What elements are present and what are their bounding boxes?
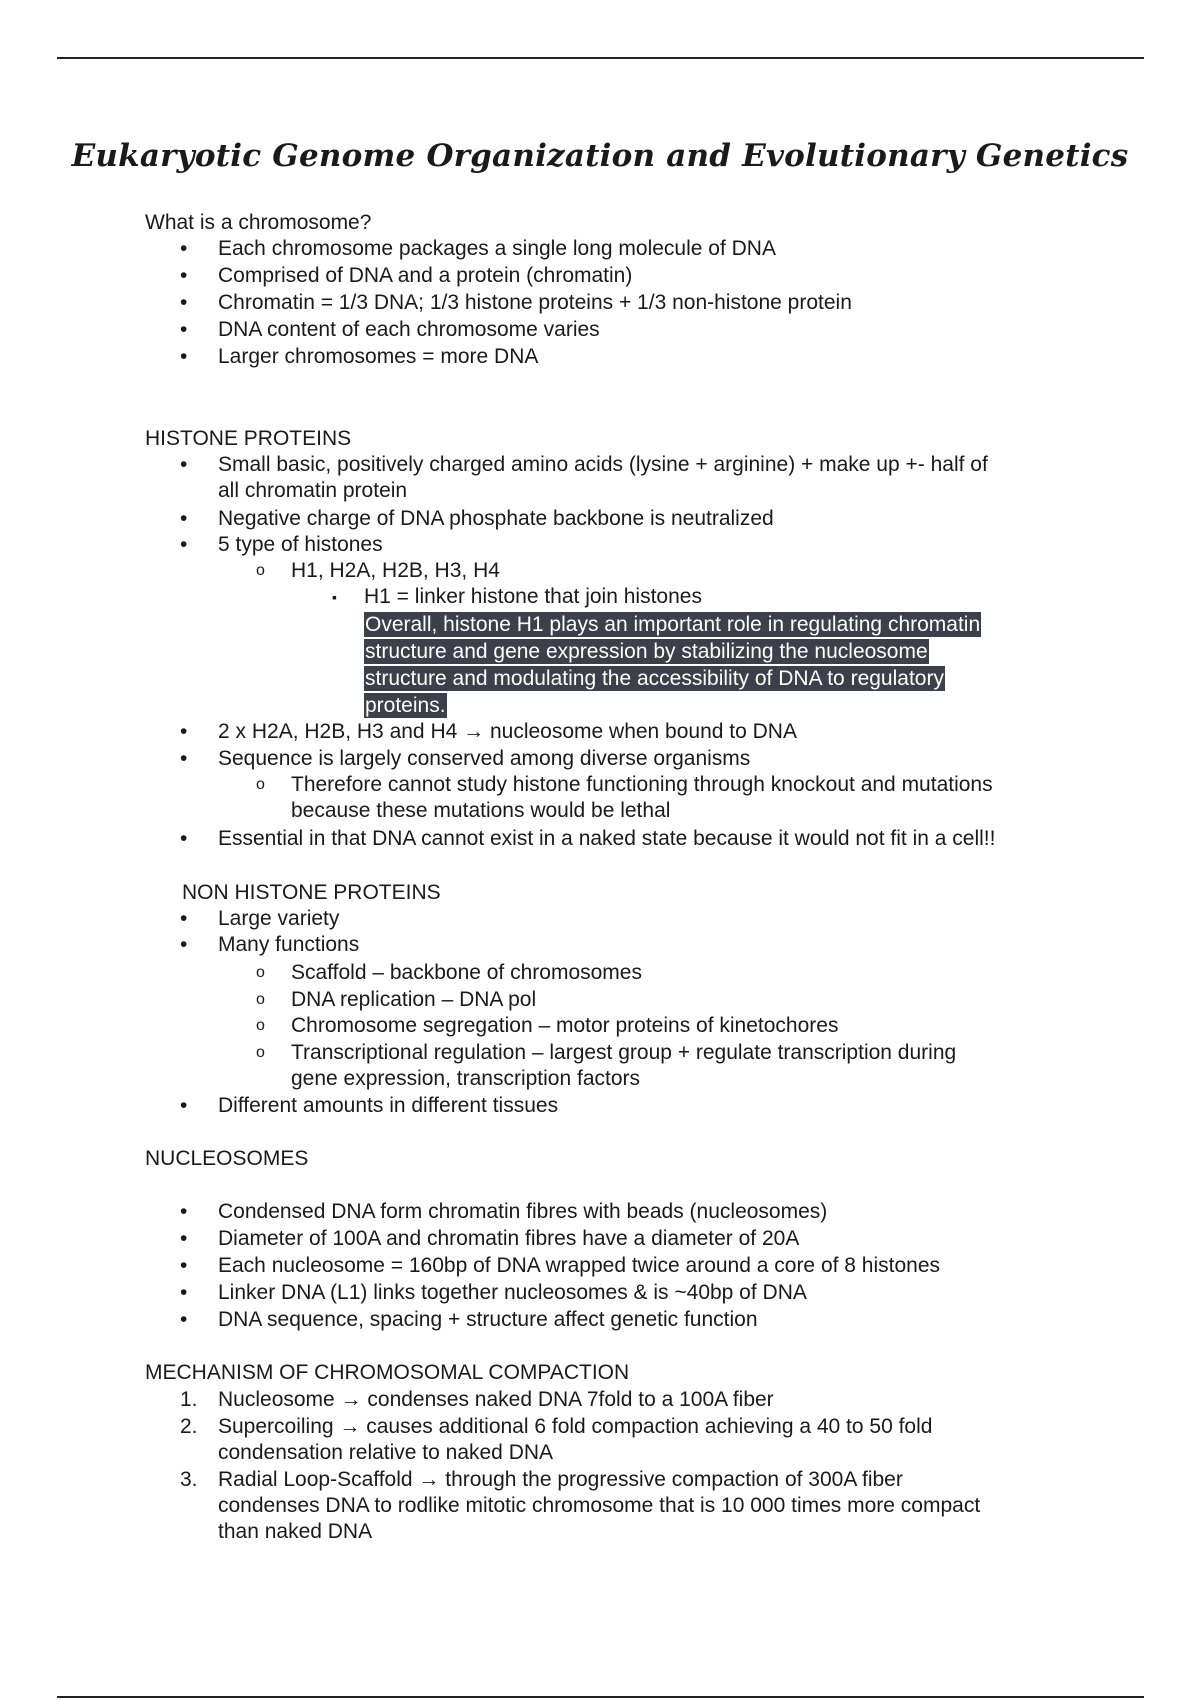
list-item: Comprised of DNA and a protein (chromatin) xyxy=(218,264,633,287)
bullet-icon: • xyxy=(180,720,188,743)
list-item: DNA sequence, spacing + structure affect genetic function xyxy=(218,1308,758,1331)
circle-bullet-icon: o xyxy=(256,1044,265,1061)
bullet-icon: • xyxy=(180,747,188,770)
bullet-icon: • xyxy=(180,1094,188,1117)
histone-heading: HISTONE PROTEINS xyxy=(145,427,352,450)
circle-bullet-icon: o xyxy=(256,991,265,1008)
list-item: Different amounts in different tissues xyxy=(218,1094,559,1117)
bullet-icon: • xyxy=(180,1227,188,1250)
bullet-icon: • xyxy=(180,1281,188,1304)
list-item: Diameter of 100A and chromatin fibres have a diameter of 20A xyxy=(218,1227,800,1250)
sub-list-item: DNA replication – DNA pol xyxy=(291,988,537,1011)
list-item: Negative charge of DNA phosphate backbone is neutralized xyxy=(218,507,774,530)
list-item: Supercoiling → causes additional 6 fold compaction achieving a 40 to 50 fold xyxy=(218,1415,933,1438)
top-rule xyxy=(57,57,1144,59)
list-item: Linker DNA (L1) links together nucleosomes & is ~40bp of DNA xyxy=(218,1281,807,1304)
list-number: 2. xyxy=(180,1415,198,1438)
list-item-continued: condenses DNA to rodlike mitotic chromosome that is 10 000 times more compact xyxy=(218,1494,981,1517)
compaction-heading: MECHANISM OF CHROMOSOMAL COMPACTION xyxy=(145,1361,630,1384)
list-item: Condensed DNA form chromatin fibres with beads (nucleosomes) xyxy=(218,1200,828,1223)
list-item: Larger chromosomes = more DNA xyxy=(218,345,539,368)
highlighted-note xyxy=(364,611,981,719)
circle-bullet-icon: o xyxy=(256,1017,265,1034)
bullet-icon: • xyxy=(180,345,188,368)
nucleosomes-heading: NUCLEOSOMES xyxy=(145,1147,309,1170)
circle-bullet-icon: o xyxy=(256,964,265,981)
sub-sub-list-item: H1 = linker histone that join histones xyxy=(364,585,702,608)
circle-bullet-icon: o xyxy=(256,776,265,793)
sub-list-item-continued: because these mutations would be lethal xyxy=(291,799,671,822)
sub-list-item-continued: gene expression, transcription factors xyxy=(291,1067,641,1090)
page-title: Eukaryotic Genome Organization and Evolutionary Genetics xyxy=(71,138,1129,174)
list-number: 1. xyxy=(180,1388,198,1411)
list-item-continued: condensation relative to naked DNA xyxy=(218,1441,554,1464)
list-item: 2 x H2A, H2B, H3 and H4 → nucleosome when bound to DNA xyxy=(218,720,797,743)
bullet-icon: • xyxy=(180,264,188,287)
bullet-icon: • xyxy=(180,533,188,556)
bullet-icon: • xyxy=(180,237,188,260)
bullet-icon: • xyxy=(180,453,188,476)
list-item: DNA content of each chromosome varies xyxy=(218,318,600,341)
sub-list-item: Chromosome segregation – motor proteins of kinetochores xyxy=(291,1014,839,1037)
circle-bullet-icon: o xyxy=(256,562,265,579)
list-item: Radial Loop-Scaffold → through the progressive compaction of 300A fiber xyxy=(218,1468,903,1491)
list-number: 3. xyxy=(180,1468,198,1491)
bullet-icon: • xyxy=(180,933,188,956)
sub-list-item: H1, H2A, H2B, H3, H4 xyxy=(291,559,500,582)
list-item: Large variety xyxy=(218,907,340,930)
list-item: Nucleosome → condenses naked DNA 7fold to a 100A fiber xyxy=(218,1388,774,1411)
bullet-icon: • xyxy=(180,507,188,530)
bottom-rule xyxy=(57,1696,1144,1698)
list-item: Many functions xyxy=(218,933,360,956)
highlight-line: Overall, histone H1 plays an important role in regulating chromatin xyxy=(365,613,981,636)
bullet-icon: • xyxy=(180,907,188,930)
sub-list-item: Transcriptional regulation – largest group + regulate transcription during xyxy=(291,1041,957,1064)
list-item: Each chromosome packages a single long molecule of DNA xyxy=(218,237,776,260)
list-item: Each nucleosome = 160bp of DNA wrapped twice around a core of 8 histones xyxy=(218,1254,941,1277)
list-item: Small basic, positively charged amino acids (lysine + arginine) + make up +- half of xyxy=(218,453,988,476)
list-item-continued: all chromatin protein xyxy=(218,479,408,502)
list-item: 5 type of histones xyxy=(218,533,383,556)
non-histone-heading: NON HISTONE PROTEINS xyxy=(182,881,441,904)
bullet-icon: • xyxy=(180,1254,188,1277)
list-item: Chromatin = 1/3 DNA; 1/3 histone proteins + 1/3 non-histone protein xyxy=(218,291,852,314)
bullet-icon: • xyxy=(180,1200,188,1223)
chromosome-heading: What is a chromosome? xyxy=(145,211,372,234)
list-item-continued: than naked DNA xyxy=(218,1520,373,1543)
bullet-icon: • xyxy=(180,827,188,850)
list-item: Sequence is largely conserved among diverse organisms xyxy=(218,747,751,770)
sub-list-item: Scaffold – backbone of chromosomes xyxy=(291,961,642,984)
bullet-icon: • xyxy=(180,291,188,314)
highlight-line: proteins. xyxy=(365,694,446,717)
sub-list-item: Therefore cannot study histone functioning through knockout and mutations xyxy=(291,773,993,796)
highlight-line: structure and modulating the accessibility of DNA to regulatory xyxy=(365,667,944,690)
bullet-icon: • xyxy=(180,318,188,341)
highlight-line: structure and gene expression by stabilizing the nucleosome xyxy=(365,640,928,663)
list-item: Essential in that DNA cannot exist in a naked state because it would not fit in a cell!! xyxy=(218,827,996,850)
square-bullet-icon: ▪ xyxy=(332,589,337,605)
bullet-icon: • xyxy=(180,1308,188,1331)
